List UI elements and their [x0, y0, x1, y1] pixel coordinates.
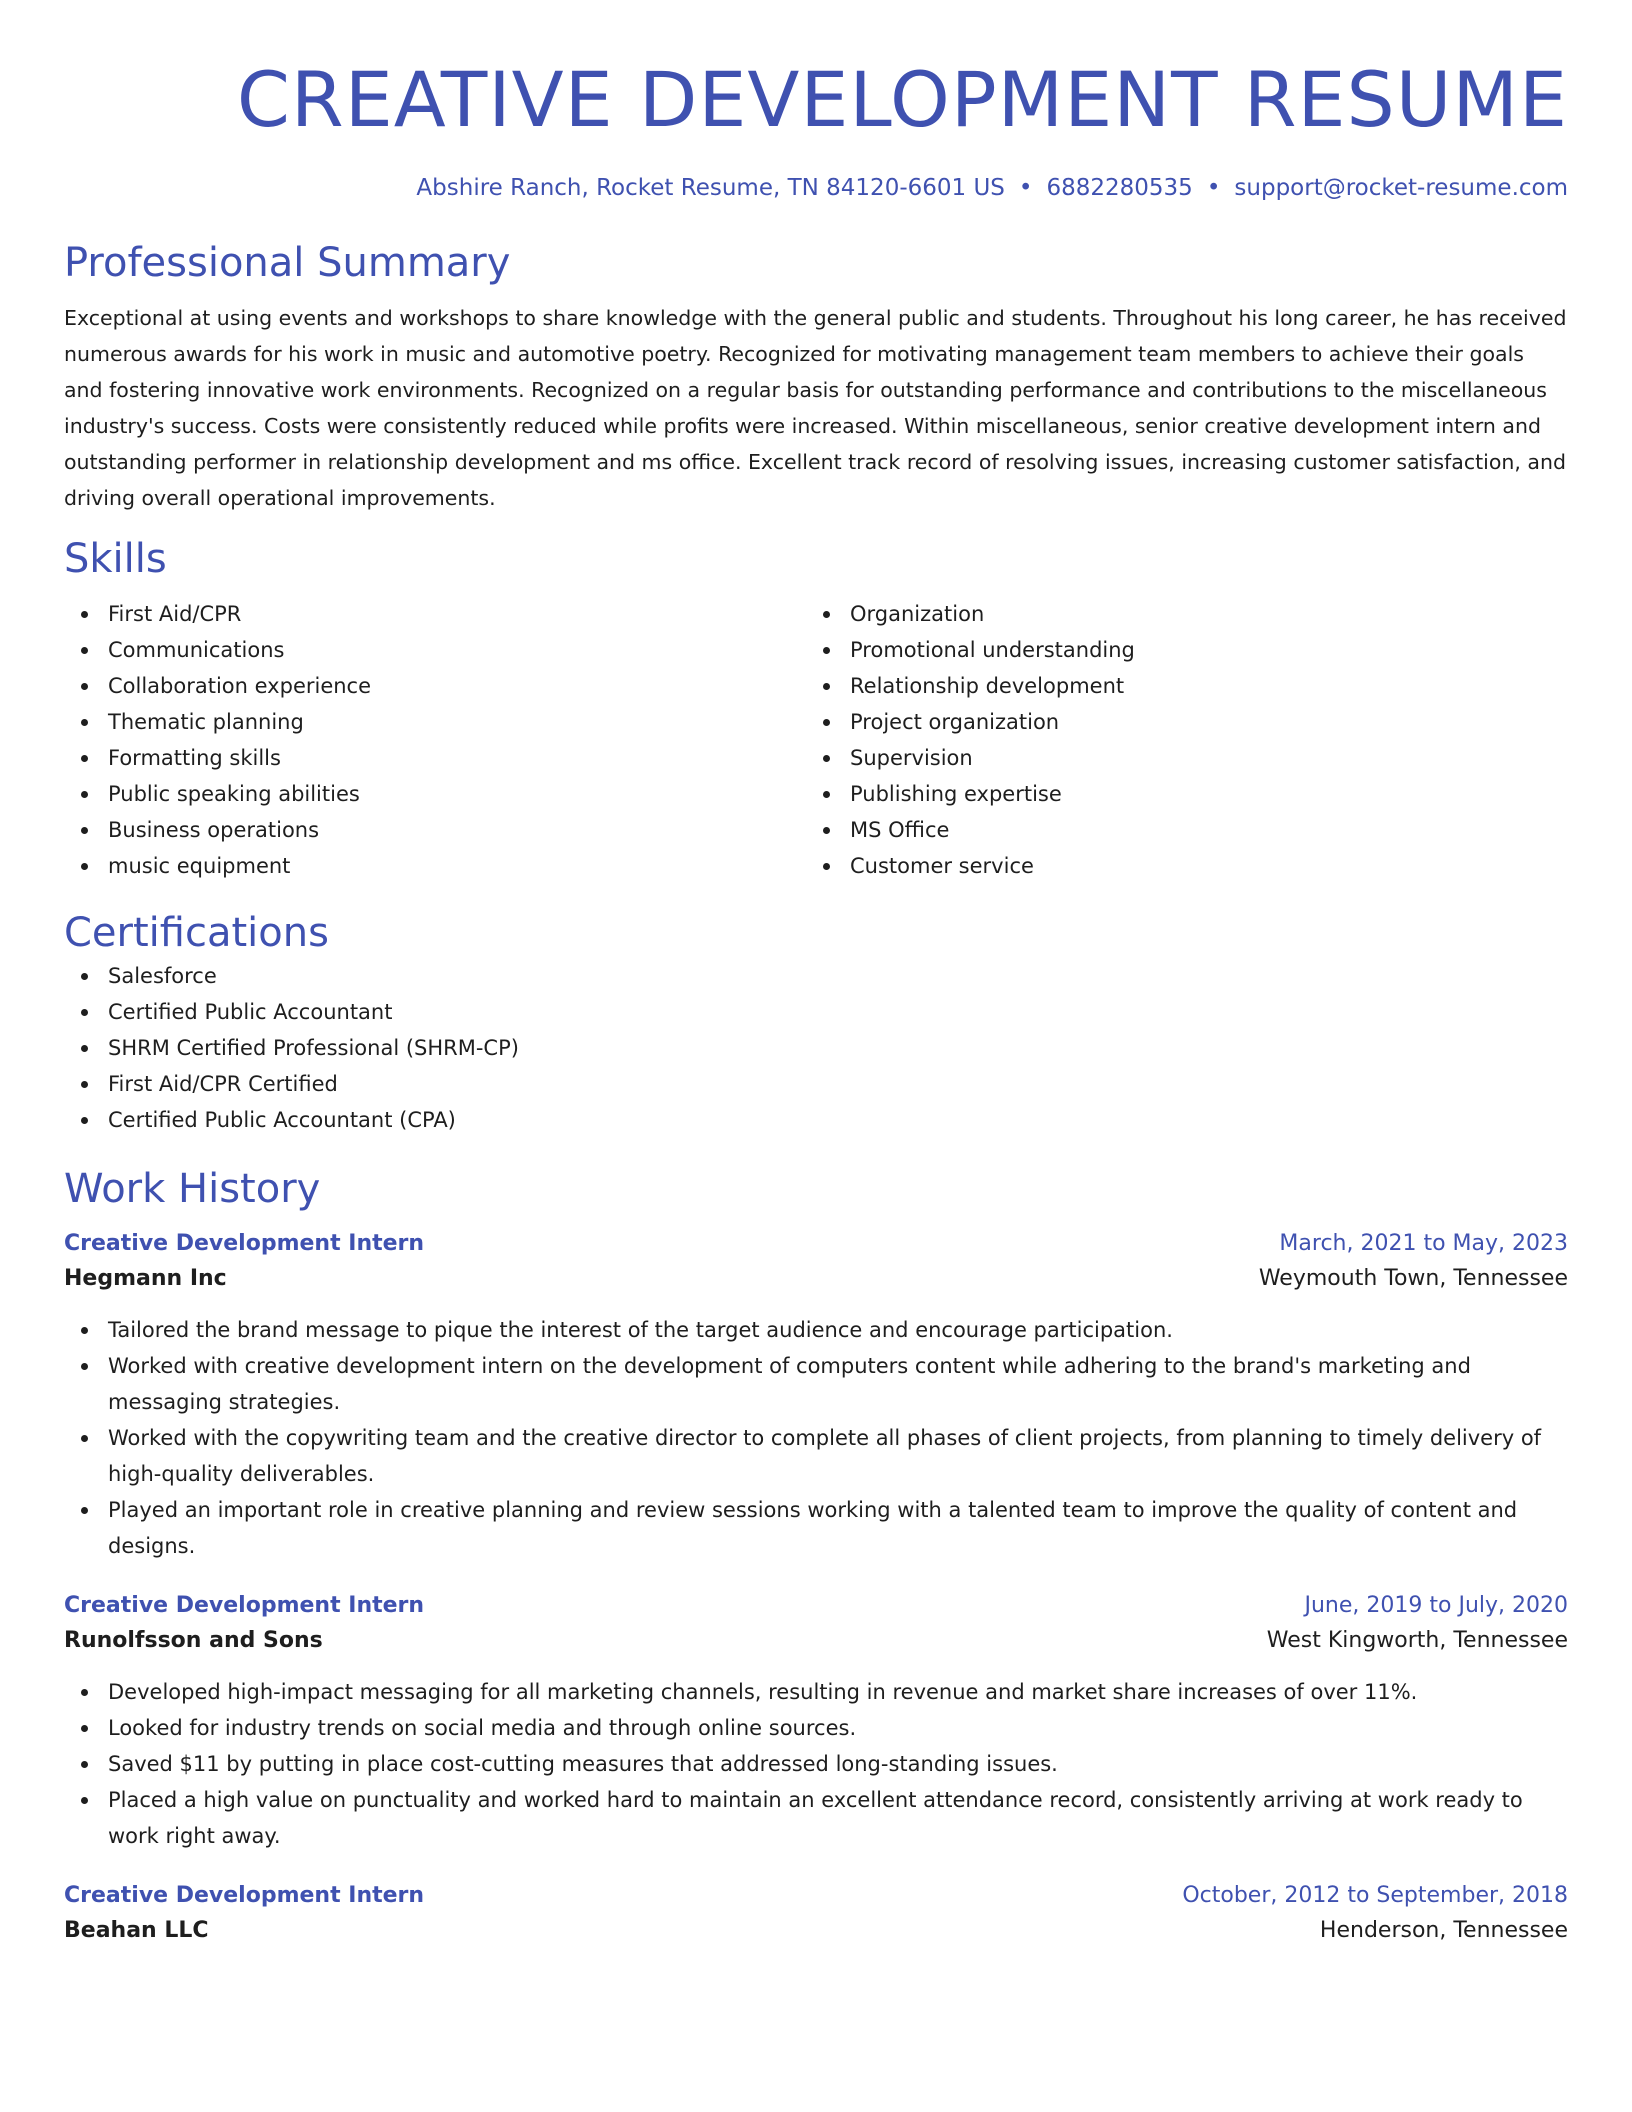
skill-item: Formatting skills	[108, 740, 806, 776]
certification-item: SHRM Certified Professional (SHRM-CP)	[108, 1030, 1568, 1066]
job-bullets	[64, 1312, 1568, 1564]
job-company-row	[64, 1622, 1568, 1660]
skills-list-left	[64, 596, 806, 884]
job-bullet: Looked for industry trends on social media and through online sources.	[108, 1710, 1568, 1746]
job-header-row	[64, 1228, 1568, 1260]
job-company-row	[64, 1260, 1568, 1298]
resume-title: CREATIVE DEVELOPMENT RESUME	[236, 55, 1568, 144]
section-title-skills: Skills	[64, 536, 167, 582]
job-dates: October, 2012 to September, 2018	[1182, 1883, 1568, 1908]
skill-item: Relationship development	[850, 668, 1548, 704]
certifications-list	[64, 958, 1568, 1138]
summary-text: Exceptional at using events and workshops to share knowledge with the general public and students. Throughout his long career, he has received numerous awards for his work in music and automotive poetry. Recognized for motivating management team members to achieve their goals and fostering innovative work environments. Recognized on a regular basis for outstanding performance and contributions to the miscellaneous industry's success. Costs were consistently reduced while profits were increased. Within miscellaneous, senior creative development intern and outstanding performer in relationship development and ms office. Excellent track record of resolving issues, increasing customer satisfaction, and driving overall operational improvements.	[64, 306, 1567, 510]
job-bullet: Played an important role in creative planning and review sessions working with a talented team to improve the quality of content and designs.	[108, 1492, 1568, 1564]
job-location: Weymouth Town, Tennessee	[1258, 1266, 1568, 1291]
contact-separator: •	[1018, 175, 1033, 201]
contact-separator: •	[1206, 175, 1221, 201]
skill-item: Project organization	[850, 704, 1548, 740]
job-bullets	[64, 1674, 1568, 1854]
job-title: Creative Development Intern	[64, 1883, 425, 1908]
job-company: Hegmann Inc	[64, 1266, 227, 1291]
skill-item: Thematic planning	[108, 704, 806, 740]
skill-item: MS Office	[850, 812, 1548, 848]
certification-item: First Aid/CPR Certified	[108, 1066, 1568, 1102]
certification-item: Certified Public Accountant (CPA)	[108, 1102, 1568, 1138]
skills-column-left	[64, 596, 806, 884]
job-entry	[64, 1228, 1568, 1564]
job-bullet: Placed a high value on punctuality and worked hard to maintain an excellent attendance record, consistently arriving at work ready to work right away.	[108, 1782, 1568, 1854]
job-header-row	[64, 1590, 1568, 1622]
job-header-row	[64, 1880, 1568, 1912]
resume-header	[64, 52, 1568, 204]
skills-list-right	[806, 596, 1548, 884]
address: Abshire Ranch, Rocket Resume, TN 84120-6601 US	[416, 175, 1005, 201]
job-bullet: Saved $11 by putting in place cost-cutting measures that addressed long-standing issues.	[108, 1746, 1568, 1782]
job-entry	[64, 1880, 1568, 1950]
job-company: Runolfsson and Sons	[64, 1628, 323, 1653]
job-company: Beahan LLC	[64, 1918, 209, 1943]
skill-item: Public speaking abilities	[108, 776, 806, 812]
job-location: Henderson, Tennessee	[1319, 1918, 1568, 1943]
skill-item: First Aid/CPR	[108, 596, 806, 632]
job-title: Creative Development Intern	[64, 1593, 425, 1618]
skills-columns	[64, 596, 1568, 884]
job-title: Creative Development Intern	[64, 1231, 425, 1256]
section-title-work-history: Work History	[64, 1166, 321, 1212]
skill-item: Promotional understanding	[850, 632, 1548, 668]
skill-item: Customer service	[850, 848, 1548, 884]
skill-item: Collaboration experience	[108, 668, 806, 704]
job-bullet: Worked with creative development intern on the development of computers content while adhering to the brand's marketing and messaging strategies.	[108, 1348, 1568, 1420]
section-title-certifications: Certifications	[64, 910, 329, 956]
skill-item: Organization	[850, 596, 1548, 632]
job-dates: March, 2021 to May, 2023	[1279, 1231, 1568, 1256]
job-bullet: Tailored the brand message to pique the interest of the target audience and encourage participation.	[108, 1312, 1568, 1348]
skill-item: Communications	[108, 632, 806, 668]
skills-column-right	[806, 596, 1548, 884]
skill-item: music equipment	[108, 848, 806, 884]
skill-item: Supervision	[850, 740, 1548, 776]
job-location: West Kingworth, Tennessee	[1266, 1628, 1568, 1653]
certification-item: Certified Public Accountant	[108, 994, 1568, 1030]
skill-item: Publishing expertise	[850, 776, 1548, 812]
job-entry	[64, 1590, 1568, 1854]
job-bullet: Worked with the copywriting team and the creative director to complete all phases of client projects, from planning to timely delivery of high-quality deliverables.	[108, 1420, 1568, 1492]
email-link[interactable]: support@rocket-resume.com	[1234, 175, 1568, 201]
job-dates: June, 2019 to July, 2020	[1304, 1593, 1568, 1618]
section-title-summary: Professional Summary	[64, 240, 511, 286]
phone: 6882280535	[1046, 175, 1193, 201]
job-bullet: Developed high-impact messaging for all marketing channels, resulting in revenue and market share increases of over 11%.	[108, 1674, 1568, 1710]
certification-item: Salesforce	[108, 958, 1568, 994]
job-company-row	[64, 1912, 1568, 1950]
skill-item: Business operations	[108, 812, 806, 848]
contact-line	[64, 172, 1568, 204]
